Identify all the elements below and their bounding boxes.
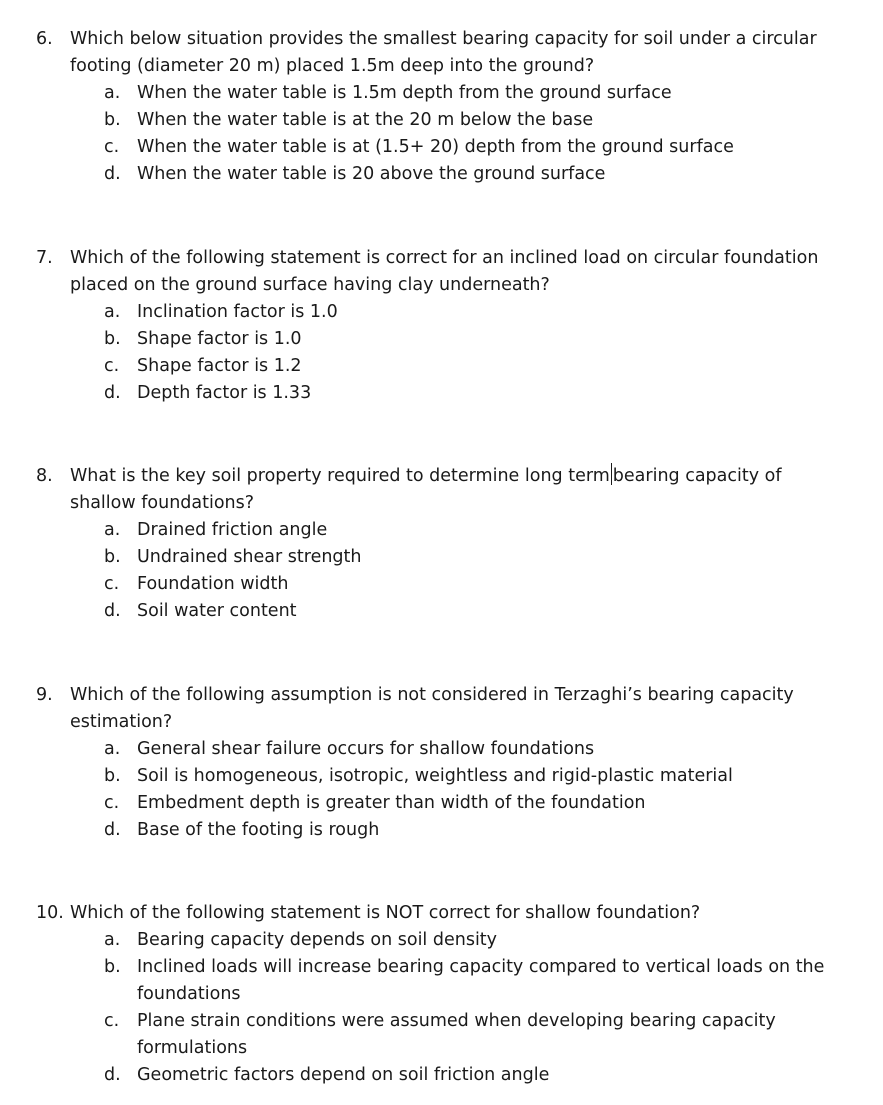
question-text: Which of the following statement is NOT correct for shallow foundation? [70,903,701,923]
option-c: c. Embedment depth is greater than width of the foundation [104,793,646,813]
option-b: b. Shape factor is 1.0 [104,329,302,349]
option-d: d. Geometric factors depend on soil friction angle [104,1065,550,1085]
option-list [0,517,883,625]
option-list [0,299,883,407]
option-c: c. Plane strain conditions were assumed when developing bearing capacity formulations [104,1011,776,1058]
option-list [0,80,883,188]
option-c: c. Shape factor is 1.2 [104,356,302,376]
option-b: b. Soil is homogeneous, isotropic, weightless and rigid-plastic material [104,766,733,786]
question-stem [0,245,830,299]
option-b: b. When the water table is at the 20 m below the base [104,110,594,130]
question-number: 6. [36,29,53,49]
option-a: a. General shear failure occurs for shallow foundations [104,739,595,759]
option-a: a. Inclination factor is 1.0 [104,302,338,322]
option-d: d. Base of the footing is rough [104,820,380,840]
option-d: d. Depth factor is 1.33 [104,383,312,403]
question-7 [0,245,883,407]
question-text-after-cursor: bearing capacity of shallow foundations? [70,466,782,513]
question-stem [0,682,830,736]
question-number: 9. [36,685,53,705]
question-number: 8. [36,466,53,486]
option-b: b. Inclined loads will increase bearing capacity compared to vertical loads on the foundations [104,957,825,1004]
question-number: 7. [36,248,53,268]
question-8 [0,463,883,625]
question-stem [0,900,830,927]
option-a: a. Drained friction angle [104,520,328,540]
question-6 [0,26,883,188]
option-d: d. When the water table is 20 above the ground surface [104,164,606,184]
option-b: b. Undrained shear strength [104,547,362,567]
option-d: d. Soil water content [104,601,297,621]
question-9 [0,682,883,844]
option-c: c. Foundation width [104,574,289,594]
question-text: Which of the following assumption is not considered in Terzaghi’s bearing capacity estimation? [70,685,794,732]
option-list [0,736,883,844]
question-text-before-cursor: What is the key soil property required to determine long term [70,466,610,486]
question-10 [0,900,883,1089]
option-a: a. When the water table is 1.5m depth from the ground surface [104,83,672,103]
question-number: 10. [36,903,64,923]
question-text: Which of the following statement is correct for an inclined load on circular foundation placed on the ground surface having clay underneath? [70,248,819,295]
question-stem[interactable] [0,463,830,517]
option-a: a. Bearing capacity depends on soil density [104,930,498,950]
text-cursor [611,463,612,485]
option-list [0,927,883,1089]
question-text: Which below situation provides the smallest bearing capacity for soil under a circular footing (diameter 20 m) placed 1.5m deep into the ground? [70,29,817,76]
option-c: c. When the water table is at (1.5+ 20) depth from the ground surface [104,137,734,157]
question-stem [0,26,830,80]
